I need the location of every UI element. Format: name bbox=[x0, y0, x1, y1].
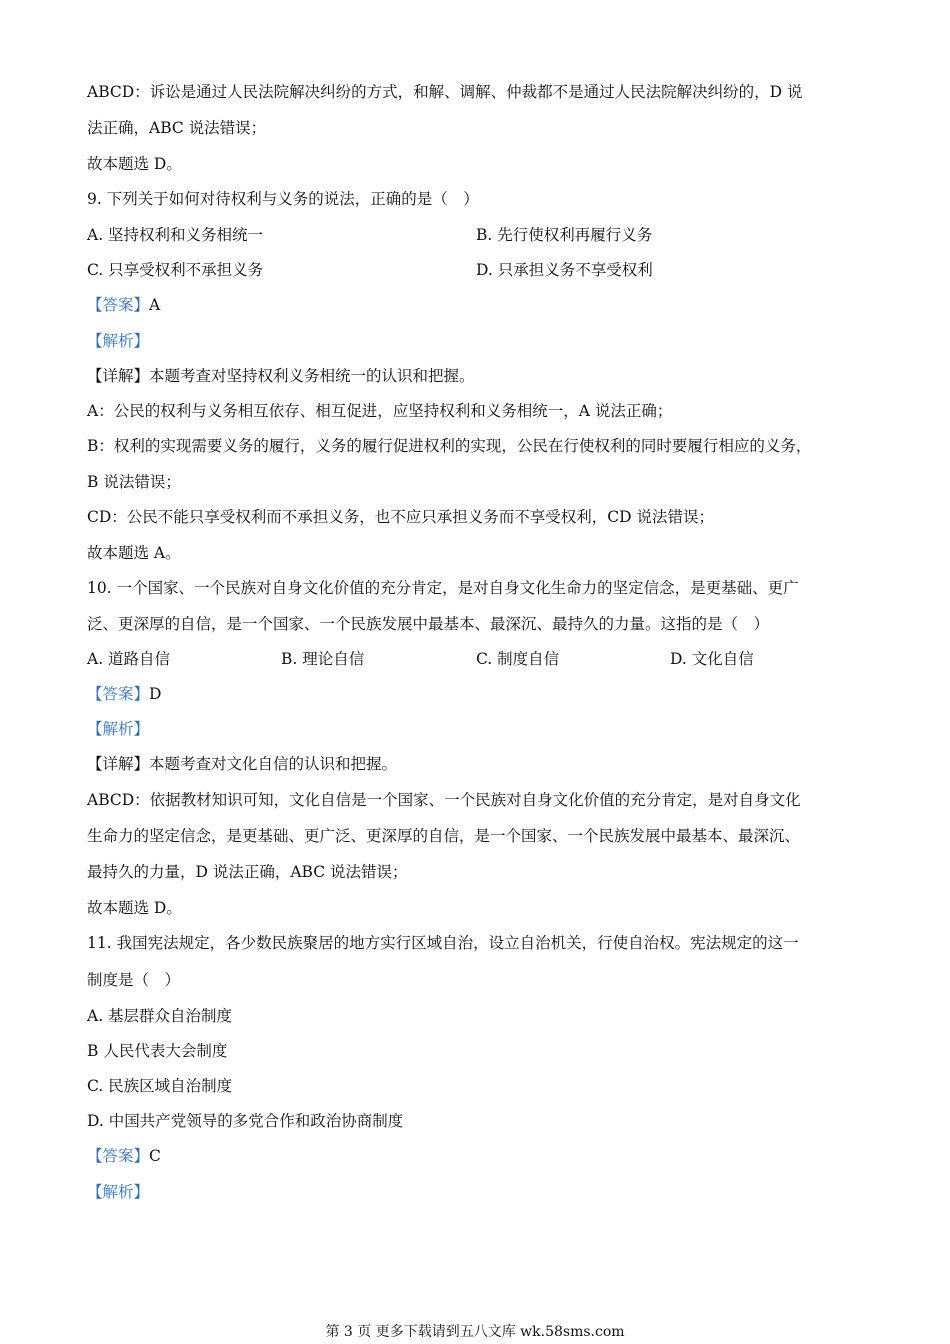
detail-tag: 【详解】 bbox=[87, 367, 150, 385]
q11-option-c: C. 民族区域自治制度 bbox=[87, 1077, 233, 1095]
q9-conclusion: 故本题选 A。 bbox=[87, 544, 181, 562]
analysis-tag: 【解析】 bbox=[87, 332, 150, 350]
question-11-stem: 制度是（ ） bbox=[87, 971, 181, 989]
q9-explanation-line: CD：公民不能只享受权利而不承担义务，也不应只承担义务而不享受权利，CD 说法错误； bbox=[87, 508, 715, 526]
q11-option-a: A. 基层群众自治制度 bbox=[87, 1007, 233, 1025]
q10-option-a: A. 道路自信 bbox=[87, 650, 171, 668]
question-11-stem: 11. 我国宪法规定，各少数民族聚居的地方实行区域自治，设立自治机关，行使自治权。宪法规定的这一 bbox=[87, 934, 799, 952]
text-line: ABCD：诉讼是通过人民法院解决纠纷的方式，和解、调解、仲裁都不是通过人民法院解决纠纷的，D 说 bbox=[87, 83, 803, 101]
q10-option-d: D. 文化自信 bbox=[670, 650, 754, 668]
question-9-stem: 9. 下列关于如何对待权利与义务的说法，正确的是（ ） bbox=[87, 190, 479, 208]
text-line: 法正确，ABC 说法错误； bbox=[87, 119, 267, 137]
text-line: 故本题选 D。 bbox=[87, 155, 182, 173]
q11-option-d: D. 中国共产党领导的多党合作和政治协商制度 bbox=[87, 1112, 404, 1130]
q10-analysis-line bbox=[87, 719, 867, 739]
q9-detail-line bbox=[87, 366, 867, 386]
q9-option-b: B. 先行使权利再履行义务 bbox=[476, 226, 653, 244]
q9-explanation-line: B 说法错误； bbox=[87, 473, 181, 491]
q10-explanation-line: 生命力的坚定信念，是更基础、更广泛、更深厚的自信，是一个国家、一个民族发展中最基本、最深沉、 bbox=[87, 827, 801, 845]
q9-answer-line bbox=[87, 295, 867, 315]
question-10-stem: 泛、更深厚的自信，是一个国家、一个民族发展中最基本、最深沉、最持久的力量。这指的是（ ） bbox=[87, 615, 770, 633]
q9-explanation-line: B：权利的实现需要义务的履行，义务的履行促进权利的实现，公民在行使权利的同时要履行相应的义务， bbox=[87, 437, 812, 455]
page-footer: 第 3 页 更多下载请到五八文库 wk.58sms.com bbox=[325, 1324, 625, 1340]
q10-explanation-line: ABCD：依据教材知识可知，文化自信是一个国家、一个民族对自身文化价值的充分肯定，是对自身文化 bbox=[87, 791, 801, 809]
q9-answer: A bbox=[149, 296, 161, 314]
question-10-stem: 10. 一个国家、一个民族对自身文化价值的充分肯定，是对自身文化生命力的坚定信念，是更基础、更广 bbox=[87, 579, 799, 597]
q10-answer: D bbox=[149, 685, 162, 703]
q10-conclusion: 故本题选 D。 bbox=[87, 899, 182, 917]
analysis-tag: 【解析】 bbox=[87, 1183, 150, 1201]
analysis-tag: 【解析】 bbox=[87, 720, 150, 738]
q11-answer-line bbox=[87, 1146, 867, 1166]
answer-tag: 【答案】 bbox=[87, 685, 150, 703]
q11-analysis-line bbox=[87, 1182, 867, 1202]
q11-answer: C bbox=[149, 1147, 161, 1165]
q9-detail: 本题考查对坚持权利义务相统一的认识和把握。 bbox=[149, 367, 475, 385]
q9-option-c: C. 只享受权利不承担义务 bbox=[87, 261, 264, 279]
q10-option-b: B. 理论自信 bbox=[281, 650, 365, 668]
answer-tag: 【答案】 bbox=[87, 296, 150, 314]
answer-tag: 【答案】 bbox=[87, 1147, 150, 1165]
q9-option-a: A. 坚持权利和义务相统一 bbox=[87, 226, 264, 244]
detail-tag: 【详解】 bbox=[87, 755, 150, 773]
q10-detail: 本题考查对文化自信的认识和把握。 bbox=[149, 755, 398, 773]
q11-option-b: B 人民代表大会制度 bbox=[87, 1042, 228, 1060]
q10-detail-line bbox=[87, 754, 867, 774]
q9-option-d: D. 只承担义务不享受权利 bbox=[476, 261, 653, 279]
q9-explanation-line: A：公民的权利与义务相互依存、相互促进，应坚持权利和义务相统一，A 说法正确； bbox=[87, 402, 673, 420]
q10-option-c: C. 制度自信 bbox=[476, 650, 560, 668]
q10-explanation-line: 最持久的力量，D 说法正确，ABC 说法错误； bbox=[87, 863, 408, 881]
q10-answer-line bbox=[87, 684, 867, 704]
q9-analysis-line bbox=[87, 331, 867, 351]
